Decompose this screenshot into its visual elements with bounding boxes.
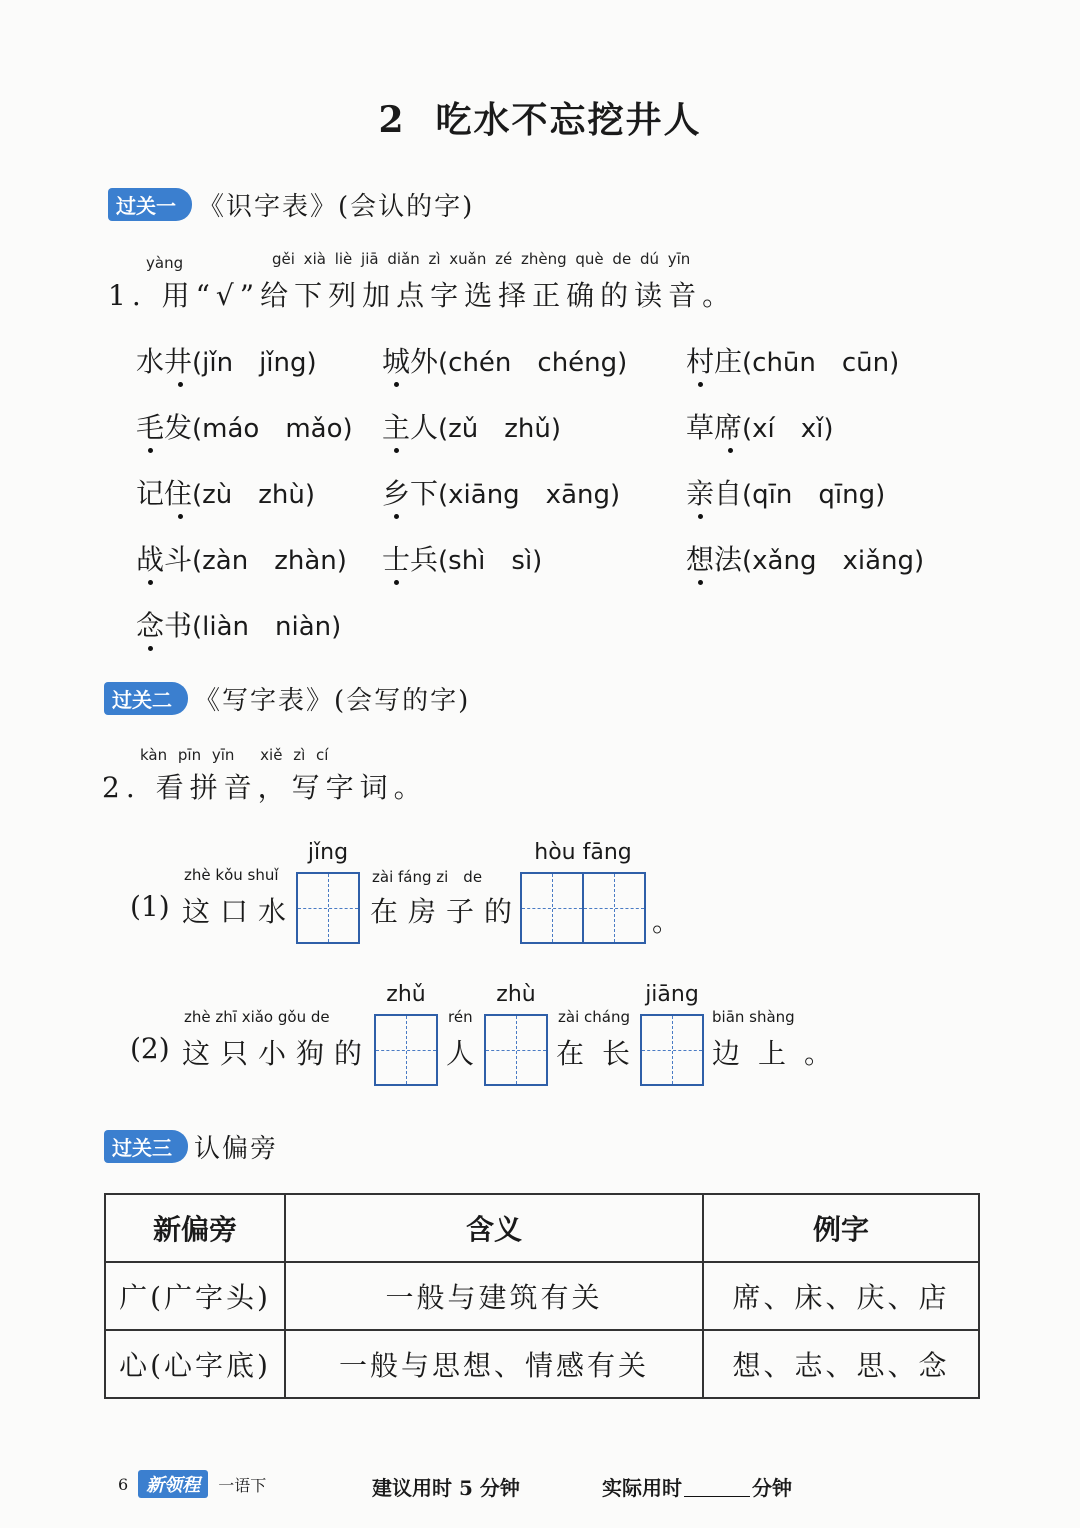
q1-item	[382, 472, 620, 512]
q1-options: (xiāng xāng)	[438, 480, 621, 510]
section2-badge: 过关二	[104, 682, 188, 715]
q1-item	[382, 340, 627, 380]
q1-word: 草席	[686, 411, 743, 444]
grade-label: 一语下	[218, 1475, 267, 1495]
radical-table	[104, 1193, 980, 1399]
table-row	[105, 1330, 979, 1398]
q1-item	[686, 538, 924, 578]
q1-options: (chén chéng)	[438, 348, 628, 378]
s2-pinyin-c: zài cháng	[558, 1008, 630, 1026]
q2-pinyin: kàn pīn yīn xiě zì cí	[140, 746, 329, 764]
q1-options: (máo mǎo)	[192, 414, 353, 444]
s2-pinyin-b: rén	[448, 1008, 473, 1026]
section2-heading: 《写字表》(会写的字)	[194, 686, 471, 716]
writing-box[interactable]	[520, 872, 584, 944]
q1-word: 村庄	[686, 345, 743, 378]
emphasis-dot	[394, 448, 399, 453]
suggested-time: 建议用时 5 分钟	[372, 1476, 520, 1500]
s2-chars-b: 人	[446, 1037, 485, 1070]
q1-word: 城外	[382, 345, 439, 378]
q1-item	[382, 538, 542, 578]
q1-item	[136, 538, 347, 578]
section3-badge: 过关三	[104, 1130, 188, 1163]
q1-word: 亲自	[686, 477, 743, 510]
q1-options: (zǔ zhǔ)	[438, 414, 562, 444]
q1-options: (shì sì)	[438, 546, 543, 576]
s2-box2-pinyin: zhù	[496, 982, 536, 1007]
page-number: 6	[118, 1474, 129, 1494]
emphasis-dot	[394, 514, 399, 519]
q1-word: 毛发	[136, 411, 193, 444]
table-cell: 一般与建筑有关	[285, 1262, 703, 1330]
s2-chars-c: 在长	[556, 1037, 649, 1070]
q1-word: 战斗	[136, 543, 193, 576]
q1-item	[686, 472, 885, 512]
s1-chars-a: 这口水	[182, 895, 297, 928]
actual-time	[602, 1472, 792, 1501]
q1-options: (jǐn jǐng)	[192, 348, 317, 378]
emphasis-dot	[148, 448, 153, 453]
s1-label: (1)	[130, 890, 170, 923]
s1-chars-b: 在房子的	[370, 895, 523, 928]
s1-end: 。	[652, 905, 691, 938]
lesson-number: 2	[378, 99, 406, 141]
q1-word: 士兵	[382, 543, 439, 576]
table-cell: 想、志、思、念	[703, 1330, 979, 1398]
s1-box2-pinyin: hòu fāng	[534, 840, 632, 865]
s1-pinyin-a: zhè kǒu shuǐ	[184, 866, 279, 884]
table-header: 例字	[703, 1194, 979, 1262]
emphasis-dot	[394, 382, 399, 387]
q1-word: 水井	[136, 345, 193, 378]
q1-item	[686, 406, 834, 446]
q1-options: (xǎng xiǎng)	[742, 546, 925, 576]
emphasis-dot	[178, 514, 183, 519]
q1-pinyin-yang: yàng	[146, 254, 184, 272]
lesson-name: 吃水不忘挖井人	[435, 99, 702, 141]
s2-pinyin-a: zhè zhī xiǎo gǒu de	[184, 1008, 330, 1026]
q1-options: (xí xǐ)	[742, 414, 834, 444]
q2-question: 2. 看拼音，写字词。	[102, 771, 428, 804]
section2-header	[104, 680, 470, 717]
section1-header	[108, 186, 474, 223]
emphasis-dot	[394, 580, 399, 585]
table-row	[105, 1262, 979, 1330]
s2-pinyin-d: biān shàng	[712, 1008, 795, 1026]
lesson-title	[0, 92, 1080, 143]
emphasis-dot	[178, 382, 183, 387]
table-header: 新偏旁	[105, 1194, 285, 1262]
q1-item	[382, 406, 561, 446]
s2-box3-pinyin: jiāng	[645, 982, 699, 1007]
q1-item	[136, 604, 341, 644]
s1-box1-pinyin: jǐng	[307, 840, 349, 865]
emphasis-dot	[148, 580, 153, 585]
writing-box[interactable]	[640, 1014, 704, 1086]
section3-heading: 认偏旁	[194, 1134, 279, 1164]
s2-chars-a: 这只小狗的	[182, 1037, 373, 1070]
emphasis-dot	[698, 382, 703, 387]
writing-box[interactable]	[484, 1014, 548, 1086]
q1-pinyin-rest: gěi xià liè jiā diǎn zì xuǎn zé zhèng què de dú yīn	[272, 250, 691, 268]
s2-chars-d: 边上。	[712, 1037, 851, 1070]
table-cell: 心(心字底)	[105, 1330, 285, 1398]
q1-item	[686, 340, 899, 380]
brand-logo: 新领程	[138, 1470, 208, 1498]
q1-item	[136, 472, 315, 512]
table-cell: 一般与思想、情感有关	[285, 1330, 703, 1398]
writing-box[interactable]	[582, 872, 646, 944]
emphasis-dot	[148, 646, 153, 651]
emphasis-dot	[728, 448, 733, 453]
s2-label: (2)	[130, 1032, 170, 1065]
emphasis-dot	[698, 580, 703, 585]
footer-left	[118, 1470, 266, 1498]
actual-time-prefix: 实际用时	[602, 1476, 682, 1500]
s2-box1-pinyin: zhǔ	[386, 982, 426, 1007]
q1-word: 念书	[136, 609, 193, 642]
s1-pinyin-b: zài fáng zi de	[372, 868, 483, 886]
q1-options: (liàn niàn)	[192, 612, 342, 642]
writing-box[interactable]	[374, 1014, 438, 1086]
q1-options: (qīn qīng)	[742, 480, 886, 510]
writing-box[interactable]	[296, 872, 360, 944]
table-header: 含义	[285, 1194, 703, 1262]
actual-time-suffix: 分钟	[752, 1476, 792, 1500]
q1-options: (zù zhù)	[192, 480, 316, 510]
section3-header	[104, 1128, 278, 1165]
table-header-row	[105, 1194, 979, 1262]
actual-time-blank[interactable]	[684, 1496, 750, 1497]
q1-word: 记住	[136, 477, 193, 510]
q1-question: 1. 用“√”给下列加点字选择正确的读音。	[108, 279, 737, 312]
q1-options: (zàn zhàn)	[192, 546, 347, 576]
q1-options: (chūn cūn)	[742, 348, 900, 378]
q1-item	[136, 340, 317, 380]
emphasis-dot	[698, 514, 703, 519]
table-cell: 席、床、庆、店	[703, 1262, 979, 1330]
section1-badge: 过关一	[108, 188, 192, 221]
q1-word: 主人	[382, 411, 439, 444]
q1-word: 乡下	[382, 477, 439, 510]
section1-heading: 《识字表》(会认的字)	[198, 192, 475, 222]
q1-word: 想法	[686, 543, 743, 576]
table-cell: 广(广字头)	[105, 1262, 285, 1330]
q1-item	[136, 406, 353, 446]
